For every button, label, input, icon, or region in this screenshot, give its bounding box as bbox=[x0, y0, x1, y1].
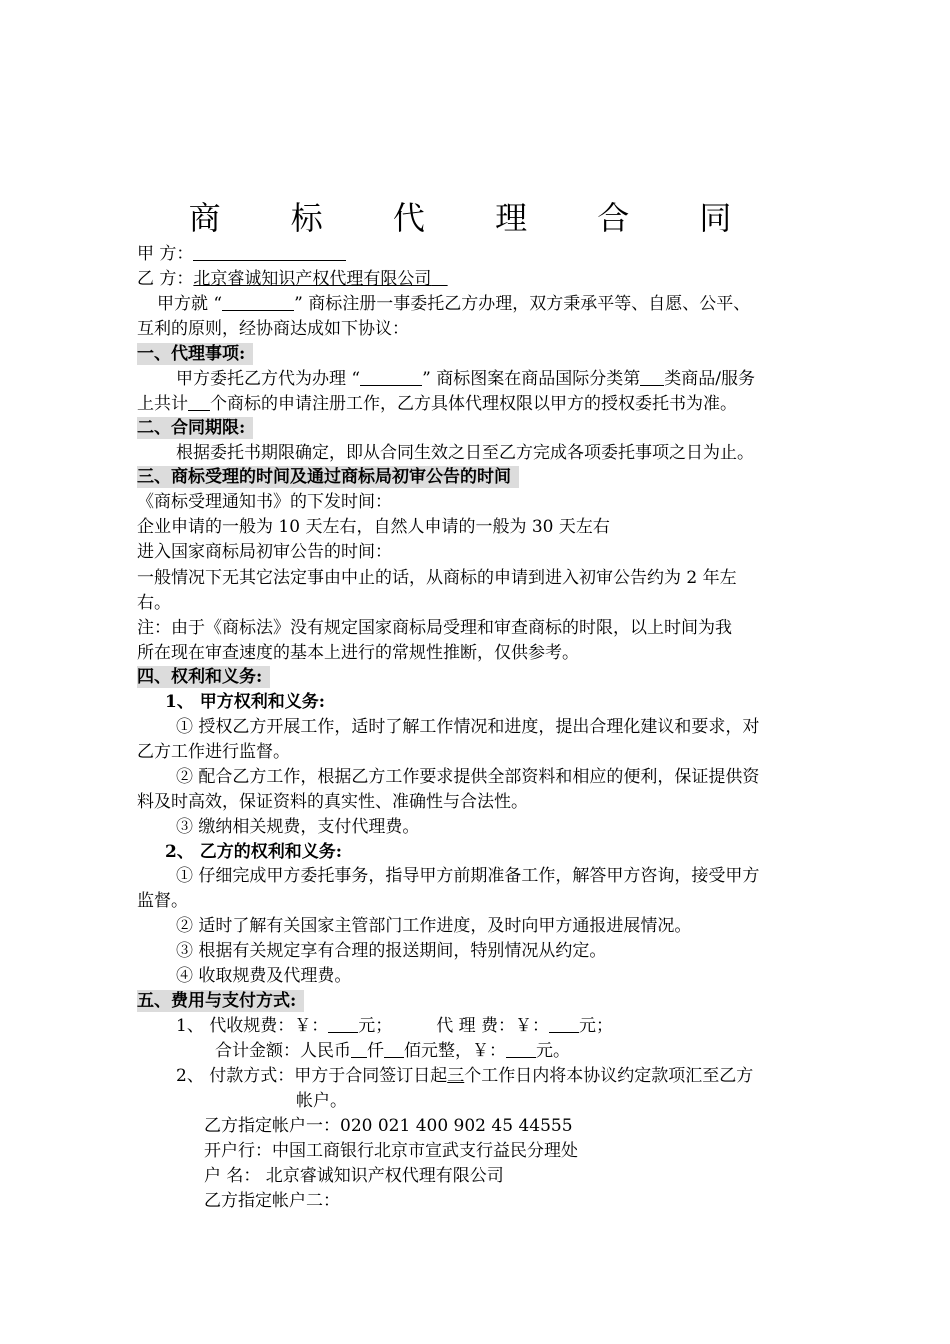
s3-note-line-1: 注：由于《商标法》没有规定国家商标局受理和审查商标的时限，以上时间为我 bbox=[137, 618, 732, 638]
party-a-label: 甲 方： bbox=[137, 244, 194, 264]
party-b-label: 乙 方： bbox=[137, 269, 194, 289]
s4-b1-line-2: 监督。 bbox=[137, 891, 188, 911]
s2-line-1: 根据委托书期限确定，即从合同生效之日至乙方完成各项委托事项之日为止。 bbox=[176, 443, 754, 463]
s3-line-2: 企业申请的一般为 10 天左右，自然人申请的一般为 30 天左右 bbox=[137, 517, 610, 537]
s3-note-line-2: 所在现在审查速度的基本上进行的常规性推断，仅供参考。 bbox=[137, 643, 579, 663]
s1-line-1: 甲方委托乙方代为办理 “ ” 商标图案在商品国际分类第 类商品/服务 bbox=[176, 369, 755, 389]
s5-account-2: 乙方指定帐户二： bbox=[204, 1191, 340, 1211]
section-4-heading: 四、权利和义务: bbox=[137, 666, 270, 688]
s5-fee-line-2: 合计金额：人民币 仟 佰元整，￥： 元。 bbox=[215, 1041, 570, 1061]
intro-line-2: 互利的原则，经协商达成如下协议： bbox=[137, 319, 409, 339]
s4-sub-2: 2、 乙方的权利和义务: bbox=[165, 842, 343, 862]
s4-b1-line-1: ① 仔细完成甲方委托事务，指导甲方前期准备工作，解答甲方咨询，接受甲方 bbox=[176, 866, 760, 886]
s3-line-4: 一般情况下无其它法定事由中止的话，从商标的申请到进入初审公告约为 2 年左 bbox=[137, 568, 737, 588]
s4-b4: ④ 收取规费及代理费。 bbox=[176, 966, 352, 986]
party-a-line bbox=[137, 242, 346, 266]
s4-a1-line-2: 乙方工作进行监督。 bbox=[137, 742, 290, 762]
party-b-name: 北京睿诚知识产权代理有限公司 bbox=[193, 269, 432, 289]
s1-line-2: 上共计 个商标的申请注册工作，乙方具体代理权限以甲方的授权委托书为准。 bbox=[137, 394, 737, 414]
s4-b2: ② 适时了解有关国家主管部门工作进度，及时向甲方通报进展情况。 bbox=[176, 916, 692, 936]
s5-account-1: 乙方指定帐户一：020 021 400 902 45 44555 bbox=[204, 1116, 573, 1136]
section-3-heading: 三、商标受理的时间及通过商标局初审公告的时间 bbox=[137, 466, 519, 488]
section-5-heading: 五、费用与支付方式: bbox=[137, 990, 304, 1012]
s5-account-holder: 户 名： 北京睿诚知识产权代理有限公司 bbox=[204, 1166, 504, 1186]
s5-payment-line-2: 帐户。 bbox=[296, 1091, 347, 1111]
s3-line-3: 进入国家商标局初审公告的时间： bbox=[137, 542, 392, 562]
section-1-heading: 一、代理事项: bbox=[137, 343, 253, 365]
s4-sub-1: 1、 甲方权利和义务: bbox=[165, 692, 326, 712]
party-a-blank bbox=[193, 242, 346, 261]
s4-a2-line-2: 料及时高效，保证资料的真实性、准确性与合法性。 bbox=[137, 792, 528, 812]
s5-bank: 开户行：中国工商银行北京市宣武支行益民分理处 bbox=[204, 1141, 578, 1161]
party-b-line bbox=[137, 267, 448, 291]
s5-fee-line-1: 1、 代收规费：￥： 元； 代 理 费：￥： 元； bbox=[176, 1016, 614, 1036]
trademark-name-blank bbox=[222, 292, 294, 311]
document-title: 商 标 代 理 合 同 bbox=[188, 199, 762, 237]
s4-a3: ③ 缴纳相关规费，支付代理费。 bbox=[176, 817, 420, 837]
s5-payment-line-1: 2、 付款方式：甲方于合同签订日起三个工作日内将本协议约定款项汇至乙方 bbox=[176, 1066, 754, 1086]
s3-line-5: 右。 bbox=[137, 593, 171, 613]
s4-a2-line-1: ② 配合乙方工作，根据乙方工作要求提供全部资料和相应的便利，保证提供资 bbox=[176, 767, 760, 787]
s4-b3: ③ 根据有关规定享有合理的报送期间，特别情况从约定。 bbox=[176, 941, 607, 961]
intro-line-1: 甲方就 “ ” 商标注册一事委托乙方办理，双方秉承平等、自愿、公平、 bbox=[157, 294, 751, 314]
s4-a1-line-1: ① 授权乙方开展工作，适时了解工作情况和进度，提出合理化建议和要求，对 bbox=[176, 717, 760, 737]
section-2-heading: 二、合同期限: bbox=[137, 417, 253, 439]
s3-line-1: 《商标受理通知书》的下发时间： bbox=[137, 492, 392, 512]
